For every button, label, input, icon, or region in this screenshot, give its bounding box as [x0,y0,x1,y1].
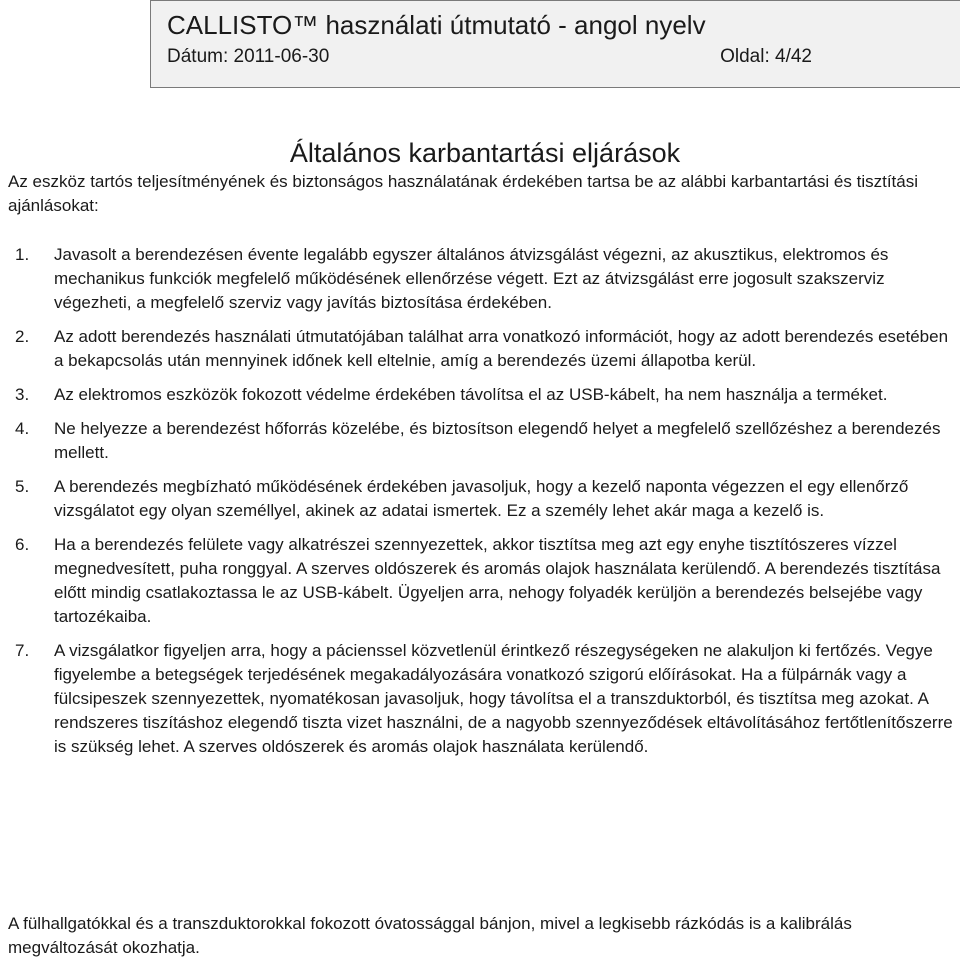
item-text: A berendezés megbízható működésének érdekében javasoljuk, hogy a kezelő naponta végezzen el egy ellenőrző vizsgálatot egy olyan személlyel, akinek az adatai ismertek. Ez a személy lehet akár maga a kezelő is. [54,477,909,520]
list-item [8,383,960,407]
item-text: Az elektromos eszközök fokozott védelme érdekében távolítsa el az USB-kábelt, ha nem használja a terméket. [54,385,888,404]
item-number: 3. [15,385,30,404]
item-text: Ne helyezze a berendezést hőforrás közelébe, és biztosítson elegendő helyet a megfelelő szellőzéshez a berendezés mellett. [54,419,941,462]
list-item [8,325,960,373]
item-number: 5. [15,477,30,496]
list-item [8,639,960,759]
item-number: 1. [15,245,30,264]
maintenance-list [8,243,960,769]
item-number: 4. [15,419,30,438]
intro-paragraph: Az eszköz tartós teljesítményének és biztonságos használatának érdekében tartsa be az alábbi karbantartási és tisztítási ajánlásokat: [8,172,918,215]
list-item [8,417,960,465]
list-item [8,533,960,629]
document-date: Dátum: 2011-06-30 [167,46,330,67]
item-text: Az adott berendezés használati útmutatójában találhat arra vonatkozó információt, hogy az adott berendezés esetében a bekapcsolás után mennyinek időnek kell eltelnie, amíg a berendezés üzemi állapotba kerül. [54,327,949,370]
item-text: Javasolt a berendezésen évente legalább egyszer általános átvizsgálást végezni, az akusztikus, elektromos és mechanikus funkciók megfelelő működésének ellenőrzése végett. Ezt az átvizsgálást erre jogosult szakszerviz végezheti, a megfelelő szerviz vagy javítás biztosítása érdekében. [54,245,889,312]
closing-paragraph: A fülhallgatókkal és a transzduktorokkal fokozott óvatossággal bánjon, mivel a legkisebb rázkódás is a kalibrálás megváltozását okozhatja. [8,914,852,957]
section-heading: Általános karbantartási eljárások [289,138,681,168]
item-number: 6. [15,535,30,554]
document-title: CALLISTO™ használati útmutató - angol nyelv [167,10,706,40]
item-text: A vizsgálatkor figyeljen arra, hogy a pácienssel közvetlenül érintkező részegységeken ne alakuljon ki fertőzés. Vegye figyelembe a betegségek terjedésének megakadályozására vonatkozó szigorú előírásokat. Ha a fülpárnák vagy a fülcsipeszek szennyezettek, nyomatékosan javasoljuk, hogy távolítsa el a transzduktorból, és tisztítsa meg azokat. A rendszeres tiszításhoz elegendő tiszta vizet használni, de a nagyobb szennyeződések eltávolításához fertőtlenítőszerre is szükség lehet. A szerves oldószerek és aromás olajok használata kerülendő. [54,641,953,756]
page-number: Oldal: 4/42 [720,46,812,67]
list-item [8,243,960,315]
item-text: Ha a berendezés felülete vagy alkatrészei szennyezettek, akkor tisztítsa meg azt egy enyhe tisztítószeres vízzel megnedvesített, puha ronggyal. A szerves oldószerek és aromás olajok használata kerülendő. A berendezés tisztítása előtt mindig csatlakoztassa le az USB-kábelt. Ügyeljen arra, nehogy folyadék kerüljön a berendezés belsejébe vagy tartozékaiba. [54,535,941,626]
item-number: 7. [15,641,30,660]
item-number: 2. [15,327,30,346]
list-item [8,475,960,523]
document-header [150,0,960,88]
